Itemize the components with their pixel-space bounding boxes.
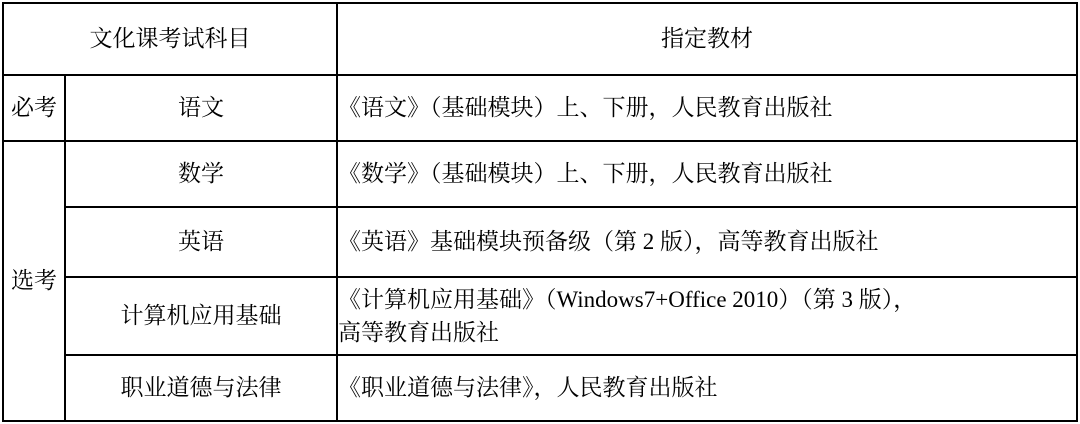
textbook-english: 《英语》基础模块预备级（第 2 版），高等教育出版社 bbox=[337, 207, 1077, 277]
textbook-computer-basics-line2: 高等教育出版社 bbox=[338, 320, 499, 345]
table-row bbox=[3, 207, 1077, 277]
textbook-chinese: 《语文》（基础模块）上、下册，人民教育出版社 bbox=[337, 75, 1077, 141]
textbook-computer-basics bbox=[337, 277, 1077, 355]
header-subject-group: 文化课考试科目 bbox=[3, 3, 337, 75]
subject-ethics-law: 职业道德与法律 bbox=[65, 355, 337, 421]
subject-chinese: 语文 bbox=[65, 75, 337, 141]
document-page bbox=[0, 2, 1080, 424]
table-row bbox=[3, 277, 1077, 355]
table-row bbox=[3, 355, 1077, 421]
table-row bbox=[3, 141, 1077, 207]
exam-subject-textbook-table bbox=[2, 2, 1078, 422]
header-textbook: 指定教材 bbox=[337, 3, 1077, 75]
subject-english: 英语 bbox=[65, 207, 337, 277]
category-required: 必考 bbox=[3, 75, 65, 141]
subject-math: 数学 bbox=[65, 141, 337, 207]
table-row bbox=[3, 75, 1077, 141]
subject-computer-basics: 计算机应用基础 bbox=[65, 277, 337, 355]
category-elective: 选考 bbox=[3, 141, 65, 421]
textbook-ethics-law: 《职业道德与法律》，人民教育出版社 bbox=[337, 355, 1077, 421]
textbook-computer-basics-line1: 《计算机应用基础》（Windows7+Office 2010）（第 3 版）， bbox=[338, 286, 917, 312]
table-header-row bbox=[3, 3, 1077, 75]
textbook-math: 《数学》（基础模块）上、下册，人民教育出版社 bbox=[337, 141, 1077, 207]
